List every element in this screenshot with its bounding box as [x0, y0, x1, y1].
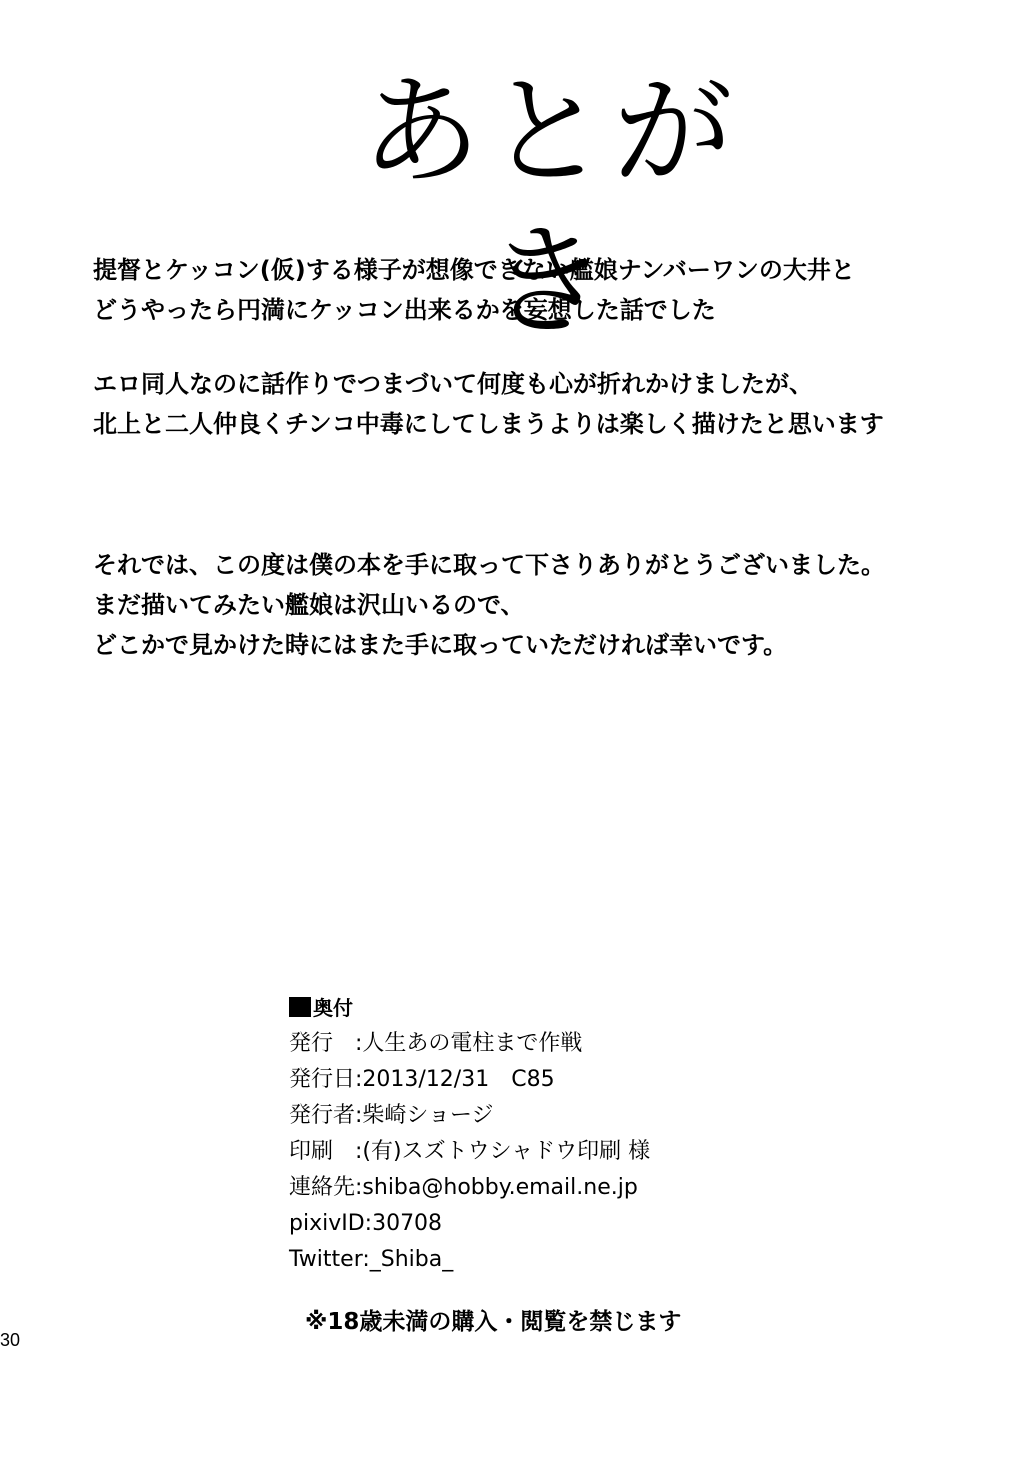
afterword-paragraph-2: [93, 364, 884, 444]
afterword-line: まだ描いてみたい艦娘は沢山いるので、: [93, 591, 525, 619]
afterword-paragraph-1: [93, 250, 855, 330]
colophon-pixiv: pixivID:30708: [289, 1211, 443, 1236]
colophon-heading: [289, 990, 650, 1026]
afterword-line: それでは、この度は僕の本を手に取って下さりありがとうございました。: [93, 551, 885, 579]
afterword-line: どこかで見かけた時にはまた手に取っていただければ幸いです。: [93, 631, 788, 659]
afterword-line: どうやったら円満にケッコン出来るかを妄想した話でした: [93, 296, 716, 324]
colophon-printer: 印刷 :(有)スズトウシャドウ印刷 様: [289, 1139, 651, 1164]
black-square-icon: [289, 997, 311, 1017]
page-title: あとがき: [361, 63, 739, 352]
afterword-line: 北上と二人仲良くチンコ中毒にしてしまうよりは楽しく描けたと思います: [93, 410, 884, 438]
colophon-contact: 連絡先:shiba@hobby.email.ne.jp: [289, 1175, 638, 1200]
colophon-heading-text: 奥付: [313, 996, 353, 1020]
afterword-line: 提督とケッコン(仮)する様子が想像できない艦娘ナンバーワンの大井と: [93, 256, 855, 284]
colophon-twitter: Twitter:_Shiba_: [289, 1247, 454, 1272]
colophon-author: 発行者:柴崎ショージ: [289, 1103, 494, 1128]
age-restriction-notice: ※18歳未満の購入・閲覧を禁じます: [305, 1309, 682, 1335]
page-number: 30: [0, 1330, 21, 1350]
colophon-date: 発行日:2013/12/31 C85: [289, 1067, 555, 1092]
afterword-line: エロ同人なのに話作りでつまづいて何度も心が折れかけましたが、: [93, 370, 813, 398]
colophon-publisher: 発行 :人生あの電柱まで作戦: [289, 1031, 583, 1056]
afterword-paragraph-3: [93, 545, 885, 665]
colophon: [289, 990, 650, 1278]
